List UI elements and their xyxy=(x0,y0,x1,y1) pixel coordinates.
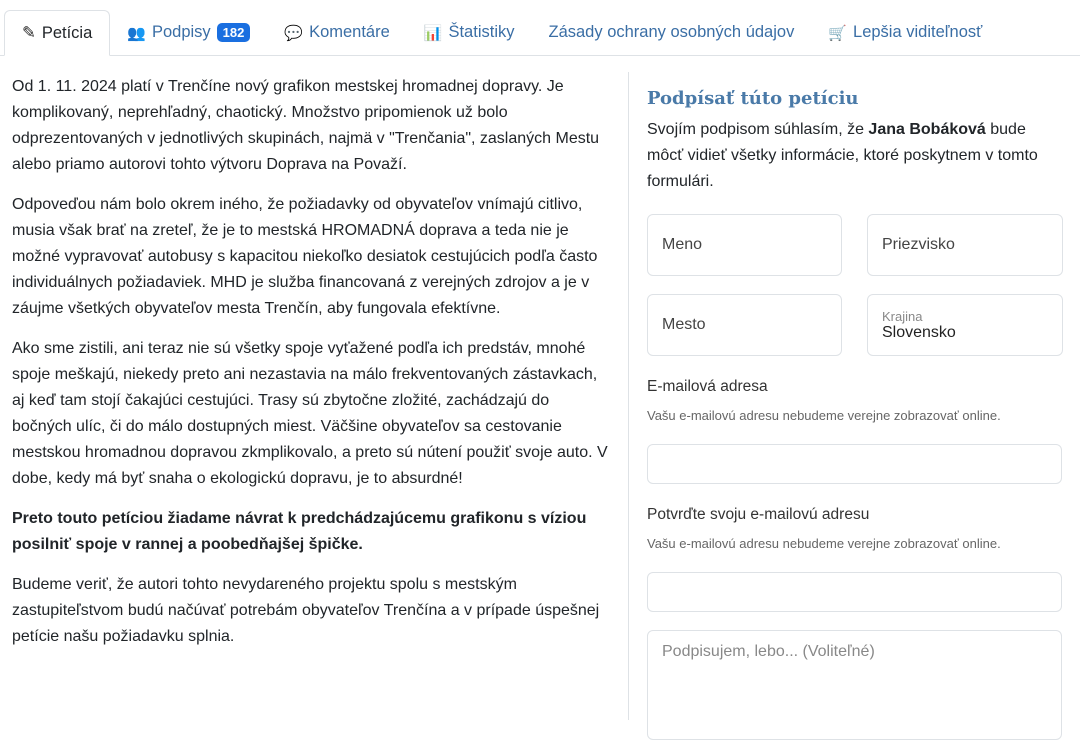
country-select[interactable] xyxy=(867,294,1063,356)
column-divider xyxy=(628,72,629,720)
author-name: Jana Bobáková xyxy=(868,121,986,138)
placeholder: Mesto xyxy=(662,316,706,333)
tab-petition[interactable] xyxy=(4,10,110,56)
tab-label: Podpisy xyxy=(151,23,211,41)
confirm-email-label: Potvrďte svoju e-mailovú adresu xyxy=(647,506,870,523)
first-name-input[interactable] xyxy=(647,214,842,276)
last-name-input[interactable] xyxy=(867,214,1063,276)
petition-paragraph: Ako sme zistili, ani teraz nie sú všetky spoje vyťažené podľa ich predstáv, mnohé spoje meškajú, niekedy preto ani nezastavia na málo frekventovaných zástavkach, aj keď tam stojí čakajúci cestujúci. Trasy sú zbytočne zložité, zachádzajú do bočných ulíc, či do málo dostupných miest. Väčšine obyvateľov sa cestovanie mestskou hromadnou dopravou zkmplikovalo, a preto sú nútení použiť svoje auto. V dobe, kedy má byť snaha o ekologickú dopravu, je to absurdné! xyxy=(12,340,608,487)
intro-text: bude môcť vidieť všetky informácie, ktoré poskytnem v tomto formulári. xyxy=(647,121,1038,190)
tab-statistics[interactable] xyxy=(407,10,532,55)
country-label: Krajina xyxy=(882,308,923,324)
sign-form xyxy=(647,88,1063,660)
tab-label: Zásady ochrany osobných údajov xyxy=(548,23,795,41)
cart-plus-icon: 🛒 xyxy=(828,24,848,42)
tab-label: Štatistiky xyxy=(448,23,515,41)
email-help: Vašu e-mailovú adresu nebudeme verejne zobrazovať online. xyxy=(647,408,1001,423)
signature-count-badge: 182 xyxy=(217,23,251,42)
email-label: E-mailová adresa xyxy=(647,378,768,395)
petition-paragraph: Budeme veriť, že autori tohto nevydareného projektu spolu s mestským zastupiteľstvom budú načúvať potrebám obyvateľov Trenčína a v prípade úspešnej petície našu požiadavku splnia. xyxy=(12,576,600,645)
tab-label: Petícia xyxy=(41,23,93,42)
tab-privacy[interactable] xyxy=(532,10,812,55)
placeholder: Meno xyxy=(662,236,703,253)
confirm-email-input[interactable] xyxy=(647,572,1062,612)
placeholder: Podpisujem, lebo... (Voliteľné) xyxy=(662,643,875,660)
tab-label: Lepšia viditeľnosť xyxy=(853,23,983,41)
petition-text xyxy=(12,74,612,664)
tab-bar xyxy=(0,0,1080,56)
tab-label: Komentáre xyxy=(309,23,390,41)
tab-visibility[interactable] xyxy=(811,10,999,55)
pencil-icon: ✎ xyxy=(22,24,36,42)
intro-text: Svojím podpisom súhlasím, že xyxy=(647,121,869,138)
chart-bar-icon: 📊 xyxy=(423,24,443,42)
city-input[interactable] xyxy=(647,294,842,356)
comment-textarea[interactable] xyxy=(647,630,1062,740)
petition-paragraph: Od 1. 11. 2024 platí v Trenčíne nový grafikon mestskej hromadnej dopravy. Je komplikovaný, neprehľadný, chaotický. Množstvo pripomienok už bolo odprezentovaných v jednotlivých skupinách, najmä v "Trenčania", zaslaných Mestu alebo priamo autorovi tohto výtvoru Doprava na Považí. xyxy=(12,78,600,173)
tab-signatures[interactable] xyxy=(110,10,267,55)
form-title: Podpísať túto petíciu xyxy=(647,88,859,109)
petition-demand: Preto touto petíciou žiadame návrat k predchádzajúcemu grafikonu s víziou posilniť spoje v rannej a poobedňajšej špičke. xyxy=(12,510,587,553)
petition-paragraph: Odpoveďou nám bolo okrem iného, že požiadavky od obyvateľov vnímajú citlivo, musia však brať na zreteľ, že je to mestská HROMADNÁ doprava a teda nie je možné vypravovať autobusy s kapacitou niekoľko desiatok cestujúcich podľa často individuálnych požiadaviek. MHD je služba financovaná z verejných zdrojov a je v záujme všetkých obyvateľov mesta Trenčín, aby fungovala efektívne. xyxy=(12,196,598,317)
form-intro xyxy=(647,117,1063,195)
confirm-email-help: Vašu e-mailovú adresu nebudeme verejne zobrazovať online. xyxy=(647,536,1001,551)
tab-comments[interactable] xyxy=(267,10,406,55)
users-icon: 👥 xyxy=(127,24,146,42)
country-value: Slovensko xyxy=(882,323,956,341)
comments-icon: 💬 xyxy=(284,24,304,42)
placeholder: Priezvisko xyxy=(882,236,955,253)
email-input[interactable] xyxy=(647,444,1062,484)
